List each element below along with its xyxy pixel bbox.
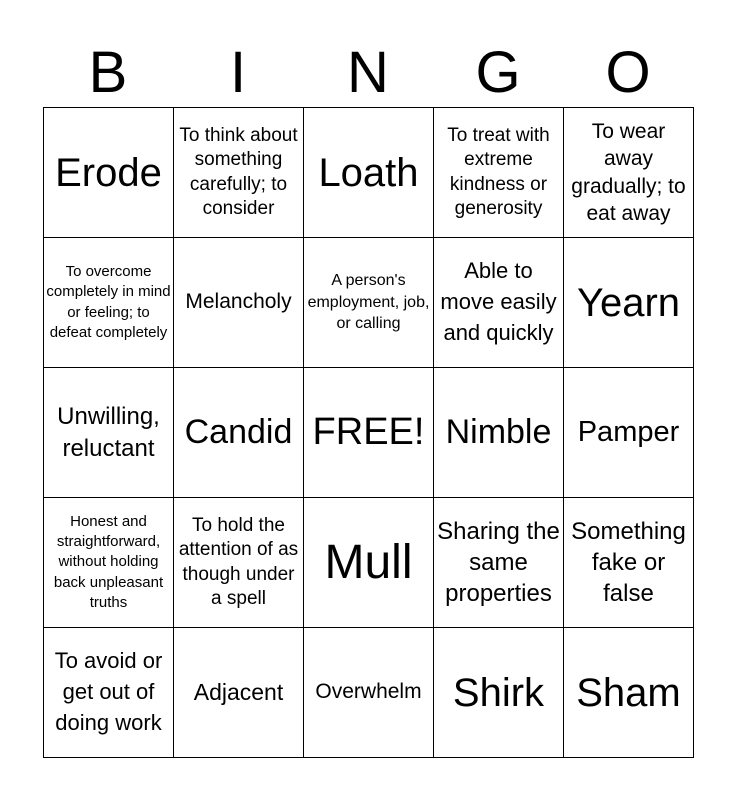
bingo-cell-r4-c5[interactable] <box>564 498 694 628</box>
cell-text: To wear away gradually; to eat away <box>571 119 686 225</box>
bingo-cell-r3-c5[interactable] <box>564 368 694 498</box>
bingo-cell-r5-c2[interactable] <box>174 628 304 758</box>
cell-text: Something fake or false <box>571 517 686 608</box>
bingo-cell-r2-c4[interactable] <box>434 238 564 368</box>
cell-text: To hold the attention of as though under a spell <box>178 514 299 609</box>
cell-text: Candid <box>184 412 293 451</box>
cell-text: Pamper <box>577 415 680 448</box>
cell-text: To think about something carefully; to consider <box>179 124 298 219</box>
cell-text: Sharing the same properties <box>437 517 560 608</box>
header-letter-n: N <box>347 40 389 105</box>
bingo-cell-r1-c5[interactable] <box>564 108 694 238</box>
bingo-cell-r5-c5[interactable] <box>564 628 694 758</box>
bingo-cell-r4-c3[interactable] <box>304 498 434 628</box>
bingo-cell-free[interactable] <box>304 368 434 498</box>
bingo-cell-r1-c2[interactable] <box>174 108 304 238</box>
cell-text: Adjacent <box>193 679 284 706</box>
cell-text: Sham <box>576 670 681 715</box>
bingo-cell-r5-c3[interactable] <box>304 628 434 758</box>
cell-text: Loath <box>318 150 419 195</box>
bingo-cell-r2-c1[interactable] <box>44 238 174 368</box>
bingo-cell-r4-c4[interactable] <box>434 498 564 628</box>
bingo-cell-r5-c4[interactable] <box>434 628 564 758</box>
bingo-cell-r3-c2[interactable] <box>174 368 304 498</box>
cell-text: Mull <box>324 535 413 589</box>
cell-text: Honest and straightforward, without holding back unpleasant truths <box>53 512 164 611</box>
header-letter-g: G <box>475 40 521 105</box>
bingo-cell-r1-c3[interactable] <box>304 108 434 238</box>
bingo-cell-r5-c1[interactable] <box>44 628 174 758</box>
bingo-cell-r1-c1[interactable] <box>44 108 174 238</box>
cell-text: Shirk <box>452 670 545 715</box>
bingo-cell-r2-c2[interactable] <box>174 238 304 368</box>
bingo-cell-r2-c5[interactable] <box>564 238 694 368</box>
cell-text: Erode <box>55 150 162 195</box>
cell-text: Able to move easily and quickly <box>440 258 557 345</box>
cell-text: To avoid or get out of doing work <box>54 648 163 735</box>
free-space-label: FREE! <box>312 410 425 453</box>
bingo-cell-r3-c4[interactable] <box>434 368 564 498</box>
cell-text: Overwhelm <box>315 680 422 704</box>
cell-text: Melancholy <box>185 290 292 314</box>
bingo-header <box>43 38 693 108</box>
cell-text: A person's employment, job, or calling <box>307 272 430 333</box>
header-letter-i: I <box>229 40 247 105</box>
bingo-cell-r4-c2[interactable] <box>174 498 304 628</box>
cell-text: To overcome completely in mind or feeling; to defeat completely <box>46 263 171 341</box>
cell-text: Unwilling, reluctant <box>57 403 160 462</box>
cell-text: To treat with extreme kindness or generosity <box>447 124 550 219</box>
cell-text: Yearn <box>576 280 681 325</box>
bingo-board <box>43 107 694 758</box>
bingo-cell-r1-c4[interactable] <box>434 108 564 238</box>
header-letter-o: O <box>605 40 651 105</box>
cell-text: Nimble <box>445 412 552 451</box>
bingo-cell-r3-c1[interactable] <box>44 368 174 498</box>
bingo-cell-r4-c1[interactable] <box>44 498 174 628</box>
bingo-cell-r2-c3[interactable] <box>304 238 434 368</box>
header-letter-b: B <box>88 40 128 105</box>
